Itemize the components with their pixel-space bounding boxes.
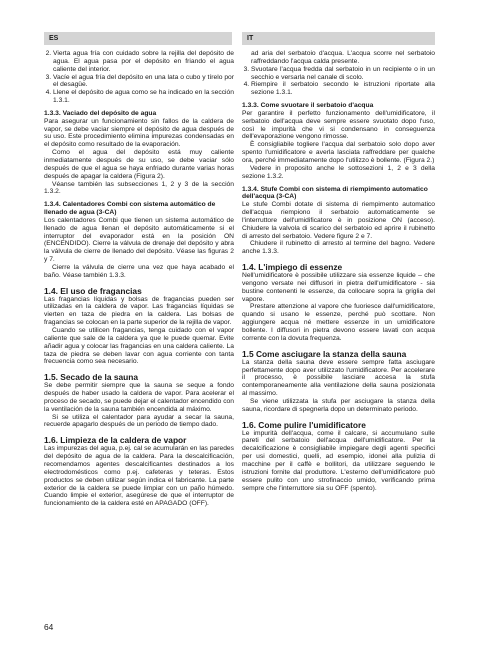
paragraph: Vedere in proposito anche le sottosezioni 1, 2 e 3 della sezione 1.3.2. (242, 164, 435, 180)
paragraph: Cierre la válvula de cierre una vez que haya acabado el baño. Véase también 1.3.3. (44, 263, 234, 279)
list-item: 3. Svuotare l'acqua fredda dal serbatoio in un recipiente o in un secchio e versarla nel canale di scolo. (251, 66, 435, 82)
section-heading-1-6: 1.6. Limpieza de la caldera de vapor (44, 435, 187, 446)
section-heading-1-4: 1.4. L'impiego di essenze (242, 262, 343, 273)
list-item: 2. Vierta agua fría con cuidado sobre la rejilla del depósito de agua. El agua pasa por el depósito en friando el agua caliente del interior. (53, 50, 234, 74)
paragraph: Prestare attenzione al vapore che fuoriesce dall'umidificatore, quando si usano le essenze, perché può scottare. Non aggiungere acqua né mettere essenze in un umidificatore bollente. I diffusori in pietra devono essere lavati con acqua corrente con la dovuta frequenza. (242, 303, 435, 342)
paragraph: Los calentadores Combi que tienen un sistema automático de llenado de agua llenan el depósito automáticamente si el interruptor del evaporador está en la posición ON (ENCENDIDO). Cierre la válvula de drenaje del depósito y abra la válvula de cierre de llenado del depósito. Véase las figuras 2 y 7. (44, 216, 234, 264)
paragraph: Se debe permitir siempre que la sauna se seque a fondo después de haber usado la caldera de vapor. Para acelerar el proceso de secado, se puede dejar el calentador encendido con la ventilación de la sauna también encendida al máximo. (44, 382, 234, 413)
section-heading-1-3-4: 1.3.4. Calentadores Combi con sistema automático de llenado de agua (3-CA) (44, 201, 216, 217)
intro-steps-list (44, 50, 234, 105)
section-heading-1-6: 1.6. Come pulire l'umidificatore (242, 419, 366, 430)
section-heading-1-5: 1.5. Secado de la sauna (44, 372, 139, 383)
italian-column (242, 50, 435, 492)
spanish-column (44, 50, 234, 508)
section-heading-1-3-4: 1.3.4. Stufe Combi con sistema di riempimento automatico dell'acqua (3-CA) (242, 185, 428, 201)
paragraph: Chiudere il rubinetto di arresto al termine del bagno. Vedere anche 1.3.3. (242, 240, 435, 256)
list-item: 3. Vacíe el agua fría del depósito en una lata o cubo y tírelo por el desagüe. (53, 74, 234, 90)
paragraph: Las impurezas del agua, p.ej. cal se acumularán en las paredes del depósito de agua de la caldera. Para la descalcificación, recomendamos agentes descalcificantes destinados a los electrodomésticos como p.ej. cafeteras y teteras. Estos productos se deben utilizar según indica el fabricante. La parte exterior de la caldera se puede limpiar con un paño húmedo. Cuando limpie el exterior, asegúrese de que el interruptor de funcionamiento de la caldera esté en APAGADO (OFF). (44, 445, 234, 508)
paragraph: Le impurità dell'acqua, come il calcare, si accumulano sulle pareti del serbatoio dell'acqua dell'umidificatore. Per la decalcificazione è consigliabile impiegare degli agenti specifici per usi domestici, quelli, ad esempio, idonei alla pulizia di macchine per il caffè e bollitori, da utilizzare seguendo le istruzioni fornite dal produttore. L'esterno dell'umidificatore può essere pulito con uno strofinaccio umido, verificando prima sempre che l'interruttore sia su OFF (spento). (242, 429, 435, 492)
paragraph: Nell'umidificatore è possibile utilizzare sia essenze liquide – che vengono versate nei diffusori in pietra dell'umidificatore - sia bustine contenenti le essenze, da collocare sopra la griglia del vapore. (242, 272, 435, 303)
paragraph: Le stufe Combi dotate di sistema di riempimento automatico dell'acqua riempiono il serbatoio automaticamente se l'interruttore dell'umidificatore è in posizione ON (acceso). Chiudere la valvola di scarico del serbatoio ed aprire il rubinetto di arresto del serbatoio. Vedere figure 2 e 7. (242, 201, 435, 240)
paragraph: Se viene utilizzata la stufa per asciugare la stanza della sauna, ricordare di spegnerla dopo un determinato periodo. (242, 397, 435, 413)
section-heading-1-3-3: 1.3.3. Come svuotare il serbatoio d'acqua (242, 102, 374, 110)
language-tab-it: IT (242, 32, 435, 45)
list-item: 4. Llene el depósito de agua como se ha indicado en la sección 1.3.1. (53, 89, 234, 105)
language-tab-es: ES (44, 32, 232, 45)
paragraph: È consigliabile togliere l'acqua dal serbatoio solo dopo aver spento l'umidificatore e averla lasciata raffreddare per qualche ora, perché immediatamente dopo l'utilizzo è bollente. (Figura 2.) (242, 141, 435, 164)
paragraph: Como el agua del depósito está muy caliente inmediatamente después de su uso, se debe vaciar sólo después de que el agua se haya enfriado durante varias horas después de apagar la caldera (Figura 2). (44, 149, 234, 180)
section-heading-1-3-3: 1.3.3. Vaciado del depósito de agua (44, 109, 157, 117)
intro-steps-list (242, 66, 435, 97)
paragraph: Las fragancias líquidas y bolsas de fragancias pueden ser utilizadas en la caldera de vapor. Las fragancias líquidas se vierten en taza de piedra en la caldera. Las bolsas de fragancias se colocan en la parte superior de la rejilla de vapor. (44, 295, 234, 327)
paragraph: La stanza della sauna deve essere sempre fatta asciugare perfettamente dopo aver utilizzato l'umidificatore. Per accelerare il processo, è possibile lasciare accesa la stufa contemporaneamente alla ventilazione della sauna posizionata al massimo. (242, 358, 435, 398)
paragraph: Véanse también las subsecciones 1, 2 y 3 de la sección 1.3.2. (44, 180, 234, 196)
paragraph: Per garantire il perfetto funzionamento dell'umidificatore, il serbatoio dell'acqua deve sempre essere svuotato dopo l'uso, così le impurità che vi si condensano in conseguenza dell'evaporazione vengono rimosse. (242, 109, 435, 141)
list-item-continuation: ad aria del serbatoio d'acqua. L'acqua scorre nel serbatoio raffreddando l'acqua calda presente. (251, 50, 435, 65)
paragraph: Cuando se utilicen fragancias, tenga cuidado con el vapor caliente que sale de la caldera ya que le puede quemar. Evite añadir agua y colocar las fragancias en una caldera caliente. La taza de piedra se deben lavar con agua corriente con tanta frecuencia como sea necesario. (44, 327, 234, 366)
paragraph: Si se utiliza el calentador para ayudar a secar la sauna, recuerde apagarlo después de un periodo de tiempo dado. (44, 413, 234, 429)
section-heading-1-4: 1.4. El uso de fragancias (44, 285, 142, 296)
page-number: 64 (44, 622, 54, 632)
paragraph: Para asegurar un funcionamiento sin fallos de la caldera de vapor, se debe vaciar siempre el depósito de agua después de su uso. Este procedimiento elimina impurezas condensadas en el depósito como resultado de la evaporación. (44, 117, 234, 149)
list-item: 4. Riempire il serbatoio secondo le istruzioni riportate alla sezione 1.3.1. (251, 81, 435, 97)
section-heading-1-5: 1.5 Come asciugare la stanza della sauna (242, 348, 407, 359)
